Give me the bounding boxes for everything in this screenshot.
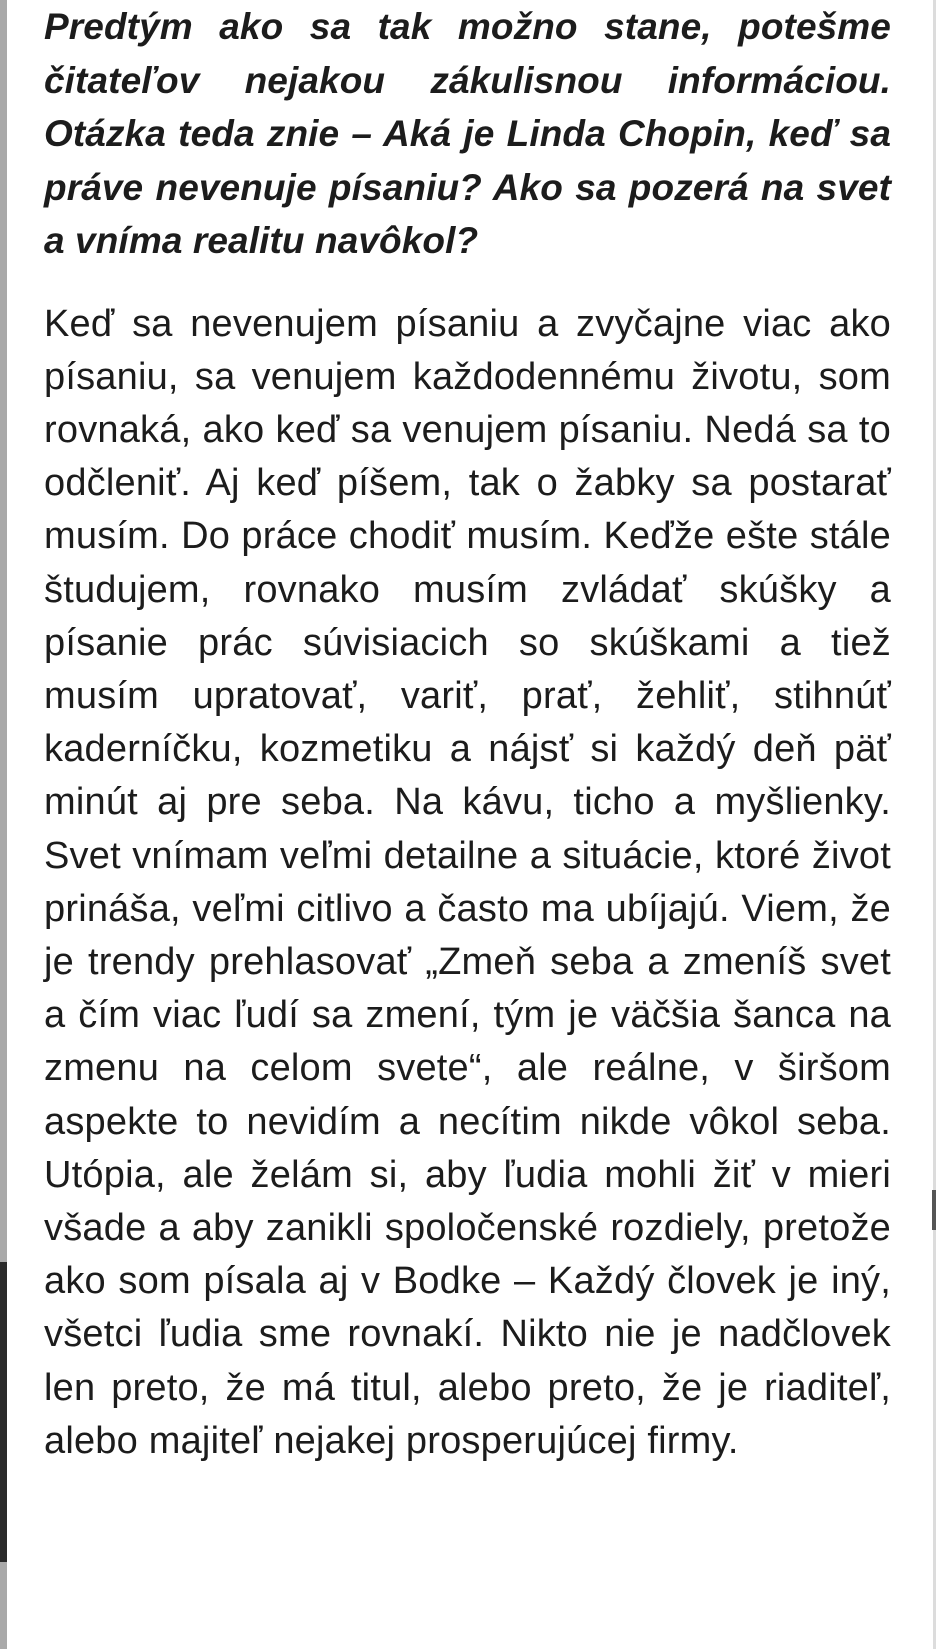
screen-left-edge-shadow — [0, 1262, 7, 1562]
scrollbar-thumb[interactable] — [932, 1190, 936, 1230]
interview-question: Predtým ako sa tak možno stane, potešme čitateľov nejakou zákulisnou informáciou. Otázka teda znie – Aká je Linda Chopin, keď sa práve nevenuje písaniu? Ako sa pozerá na svet a vníma realitu navôkol? — [44, 6, 891, 261]
interview-answer: Keď sa nevenujem písaniu a zvyčajne viac ako písaniu, sa venujem každodennému životu, som rovnaká, ako keď sa venujem písaniu. Nedá sa to odčleniť. Aj keď píšem, tak o žabky sa postarať musím. Do práce chodiť musím. Keďže ešte stále študujem, rovnako musím zvládať skúšky a písanie prác súvisiacich so skúškami a tiež musím upratovať, variť, prať, žehliť, stihnúť kaderníčku, kozmetiku a nájsť si každý deň päť minút aj pre seba. Na kávu, ticho a myšlienky. Svet vnímam veľmi detailne a situácie, ktoré život prináša, veľmi citlivo a často ma ubíjajú. Viem, že je trendy prehlasovať „Zmeň seba a zmeníš svet a čím viac ľudí sa zmení, tým je väčšia šanca na zmenu na celom svete“, ale reálne, v širšom aspekte to nevidím a necítim nikde vôkol seba. Utópia, ale želám si, aby ľudia mohli žiť v mieri všade a aby zanikli spoločenské rozdiely, pretože ako som písala aj v Bodke – Každý človek je iný, všetci ľudia sme rovnakí. Nikto nie je nadčlovek len preto, že má titul, alebo preto, že je riaditeľ, alebo majiteľ nejakej prosperujúcej firmy. — [44, 302, 891, 1462]
article-body — [44, 0, 891, 1468]
